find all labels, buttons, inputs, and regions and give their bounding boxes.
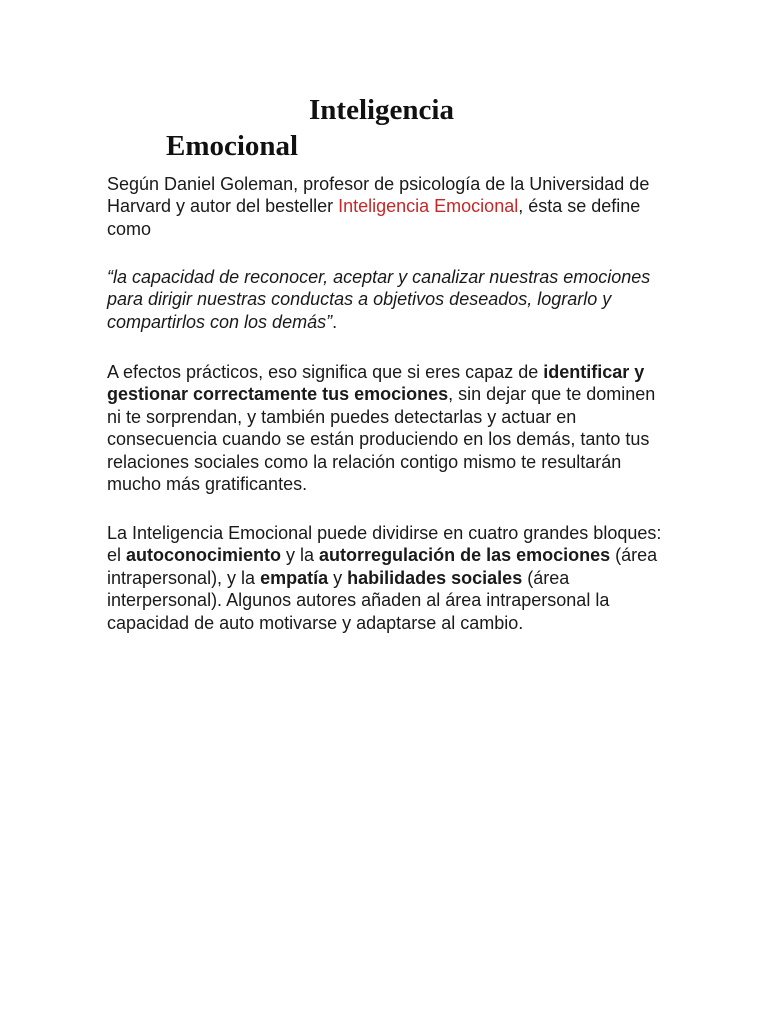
intro-text-before: Según Daniel Goleman, profesor de psicología de la Universidad de Harvard y autor del besteller <box>107 174 650 217</box>
definition-quote <box>107 266 667 333</box>
book-title-link[interactable]: Inteligencia Emocional <box>338 196 519 217</box>
blocks-text-4: y <box>328 567 348 588</box>
blocks-bold-autorregulacion: autorregulación de las emociones <box>319 545 611 566</box>
blocks-text-1: La Inteligencia Emocional puede dividirse en cuatro grandes bloques: el <box>107 523 662 566</box>
blocks-bold-empatia: empatía <box>260 567 329 588</box>
practical-bold-phrase: identificar y gestionar correctamente tus emociones <box>107 362 645 405</box>
blocks-bold-habilidades-sociales: habilidades sociales <box>347 567 523 588</box>
quote-text: “la capacidad de reconocer, aceptar y canalizar nuestras emociones para dirigir nuestras conductas a objetivos deseados, lograrlo y compartirlos con los demás” <box>107 267 651 332</box>
practical-effects-paragraph <box>107 361 667 495</box>
quote-end: . <box>332 311 338 332</box>
practical-text-before: A efectos prácticos, eso significa que si eres capaz de <box>107 362 544 382</box>
blocks-paragraph <box>107 522 667 634</box>
blocks-text-2: y la <box>281 545 320 566</box>
blocks-bold-autoconocimiento: autoconocimiento <box>126 545 282 566</box>
document-title-line-1: Inteligencia <box>309 94 454 126</box>
blocks-text-5: (área interpersonal). Algunos autores añaden al área intrapersonal la capacidad de auto motivarse y adaptarse al cambio. <box>107 567 610 633</box>
intro-paragraph <box>107 173 667 240</box>
blocks-text-3: (área intrapersonal), y la <box>107 545 658 588</box>
practical-text-after: , sin dejar que te dominen ni te sorprendan, y también puedes detectarlas y actuar en consecuencia cuando se están produciendo en los demás, tanto tus relaciones sociales como la relación contigo mismo te resultarán mucho más gratificantes. <box>107 384 656 495</box>
intro-text-after: , ésta se define como <box>107 196 641 239</box>
document-title-line-2: Emocional <box>166 130 299 162</box>
